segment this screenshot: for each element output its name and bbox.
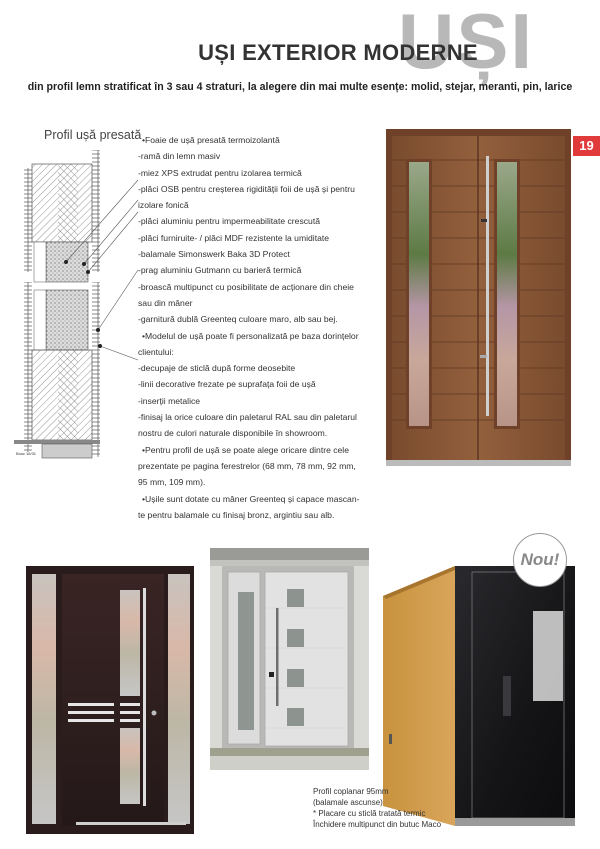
page-subtitle: din profil lemn stratificat în 3 sau 4 straturi, la alegere din mai multe esențe: molid, stejar, meranti, pin, larice bbox=[27, 81, 573, 93]
spec-line: -broască multipunct cu posibilitate de acționare din cheie bbox=[138, 281, 354, 292]
spec-line: -linii decorative frezate pe suprafața foii de ușă bbox=[138, 379, 316, 390]
caption-line: Închidere multipunct din butuc Maco bbox=[313, 820, 442, 829]
spec-line: -finisaj la orice culoare din paletarul RAL sau din paletarul bbox=[138, 412, 357, 423]
spec-line: -plăci OSB pentru creșterea rigidității foii de ușă și pentru bbox=[138, 183, 355, 194]
new-product-badge: Nou! bbox=[513, 533, 567, 587]
grey-door-with-sidelight-photo bbox=[210, 548, 369, 770]
page-title-text: UȘI EXTERIOR MODERNE bbox=[198, 40, 478, 65]
spec-line: te pentru balamale cu finisaj bronz, argintiu sau alb. bbox=[138, 509, 335, 520]
brown-double-door-photo bbox=[386, 129, 571, 466]
svg-text:Bosc 16/31: Bosc 16/31 bbox=[16, 451, 37, 456]
page-number-badge: 19 bbox=[573, 136, 600, 156]
door-profile-diagram-icon bbox=[14, 150, 140, 470]
spec-line: prezentate pe pagina ferestrelor (68 mm, 78 mm, 92 mm, bbox=[138, 460, 356, 471]
spec-line: -plăci furniruite- / plăci MDF rezistente la umiditate bbox=[138, 232, 330, 243]
profile-section-title: Profil ușă presată bbox=[44, 128, 142, 142]
dark-door-with-sidelights-photo bbox=[26, 566, 194, 834]
spec-line: 95 mm, 109 mm). bbox=[138, 477, 206, 488]
spec-line: -garnitură dublă Greenteq culoare maro, alb sau bej. bbox=[138, 314, 338, 325]
page-title bbox=[0, 40, 600, 66]
coplanar-door-caption bbox=[313, 786, 441, 830]
spec-line: -plăci aluminiu pentru impermeabilitate crescută bbox=[138, 216, 320, 227]
spec-line: •Pentru profil de ușă se poate alege oricare dintre cele bbox=[142, 444, 349, 455]
spec-line: -prag aluminiu Gutmann cu barieră termică bbox=[138, 265, 302, 276]
spec-line: -decupaje de sticlă după forme deosebite bbox=[138, 363, 296, 374]
spec-line: •Foaie de ușă presată termoizolantă bbox=[142, 135, 280, 145]
caption-line: Profil coplanar 95mm bbox=[313, 787, 389, 796]
spec-line: •Modelul de ușă poate fi personalizată pe baza dorințelor bbox=[142, 330, 359, 341]
spec-line: •Ușile sunt dotate cu mâner Greenteq și capace mascan- bbox=[142, 493, 360, 504]
spec-line: -ramă din lemn masiv bbox=[138, 151, 221, 162]
caption-line: * Placare cu sticlă tratată termic bbox=[313, 809, 426, 818]
spec-line: izolare fonică bbox=[138, 200, 189, 211]
spec-line: -miez XPS extrudat pentru izolarea termică bbox=[138, 167, 302, 178]
spec-line: nostru de culori naturale disponibile în showroom. bbox=[138, 428, 328, 439]
caption-line: (balamale ascunse) bbox=[313, 798, 383, 807]
spec-line: -balamale Simonswerk Baka 3D Protect bbox=[138, 249, 290, 260]
spec-line: -inserții metalice bbox=[138, 395, 201, 406]
background-heading-word: UȘI bbox=[398, 0, 535, 85]
spec-line: clientului: bbox=[138, 346, 174, 357]
spec-line: sau din mâner bbox=[138, 297, 193, 308]
profile-specs-list bbox=[138, 132, 374, 523]
